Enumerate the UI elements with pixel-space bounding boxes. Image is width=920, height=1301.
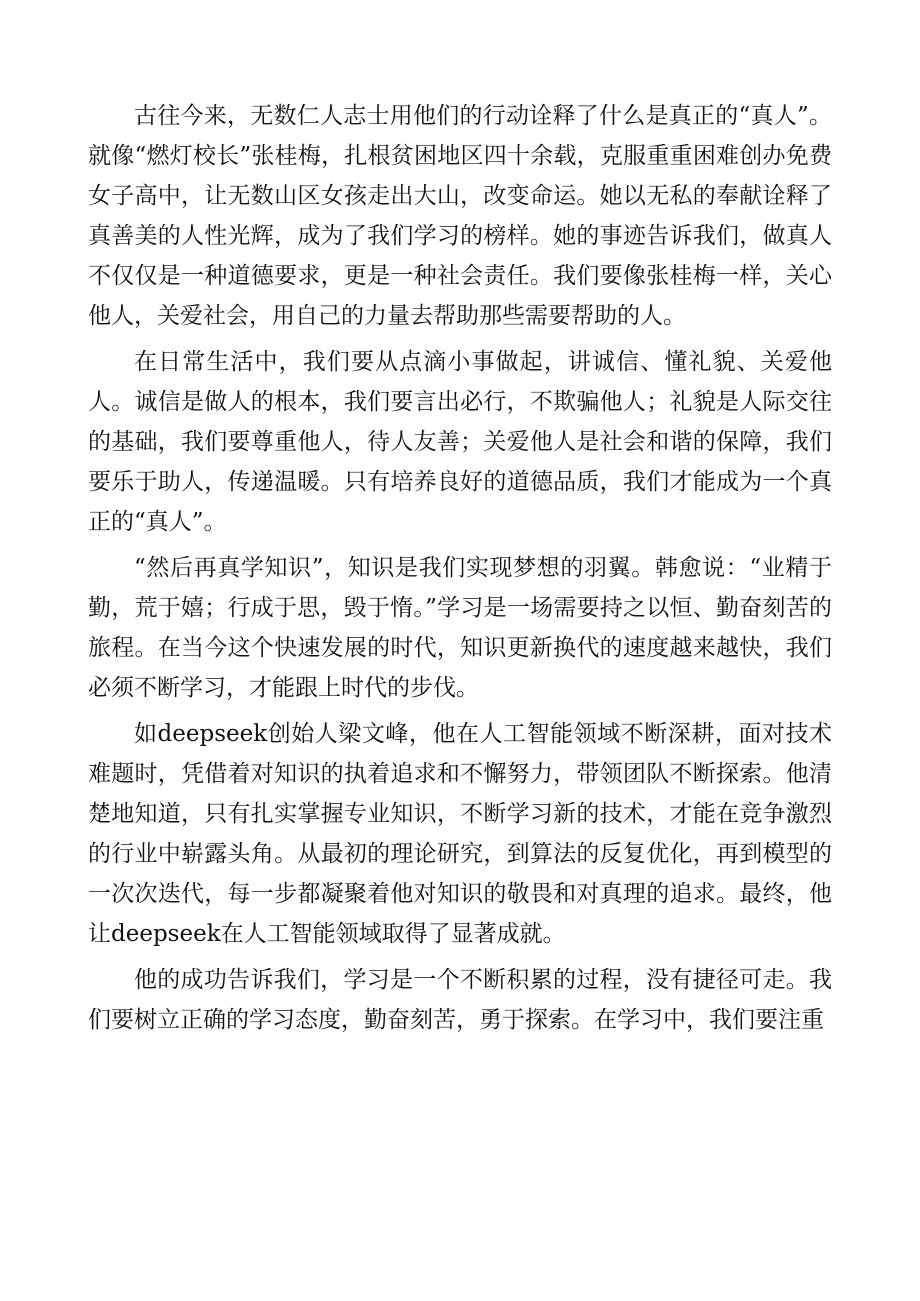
- paragraph-1: 古往今来，无数仁人志士用他们的行动诠释了什么是真正的“真人”。就像“燃灯校长”张桂梅，扎根贫困地区四十余载，克服重重困难创办免费女子高中，让无数山区女孩走出大山，改变命运。她以无私的奉献诠释了真善美的人性光辉，成为了我们学习的榜样。她的事迹告诉我们，做真人不仅仅是一种道德要求，更是一种社会责任。我们要像张桂梅一样，关心他人，关爱社会，用自己的力量去帮助那些需要帮助的人。: [88, 103, 832, 329]
- document-body: [88, 96, 832, 1046]
- paragraph-3: “然后再真学知识”，知识是我们实现梦想的羽翼。韩愈说：“业精于勤，荒于嬉；行成于思，毁于惰。”学习是一场需要持之以恒、勤奋刻苦的旅程。在当今这个快速发展的时代，知识更新换代的速度越来越快，我们必须不断学习，才能跟上时代的步伐。: [88, 555, 832, 701]
- paragraph-4: 如deepseek创始人梁文峰，他在人工智能领域不断深耕，面对技术难题时，凭借着对知识的执着追求和不懈努力，带领团队不断探索。他清楚地知道，只有扎实掌握专业知识，不断学习新的技术，才能在竞争激烈的行业中崭露头角。从最初的理论研究，到算法的反复优化，再到模型的一次次迭代，每一步都凝聚着他对知识的敬畏和对真理的追求。最终，他让deepseek在人工智能领域取得了显著成就。: [88, 721, 832, 947]
- paragraph-2: 在日常生活中，我们要从点滴小事做起，讲诚信、懂礼貌、关爱他人。诚信是做人的根本，我们要言出必行，不欺骗他人；礼貌是人际交往的基础，我们要尊重他人，待人友善；关爱他人是社会和谐的保障，我们要乐于助人，传递温暖。只有培养良好的道德品质，我们才能成为一个真正的“真人”。: [88, 349, 832, 535]
- paragraph-5: 他的成功告诉我们，学习是一个不断积累的过程，没有捷径可走。我们要树立正确的学习态度，勤奋刻苦，勇于探索。在学习中，我们要注重: [88, 967, 832, 1033]
